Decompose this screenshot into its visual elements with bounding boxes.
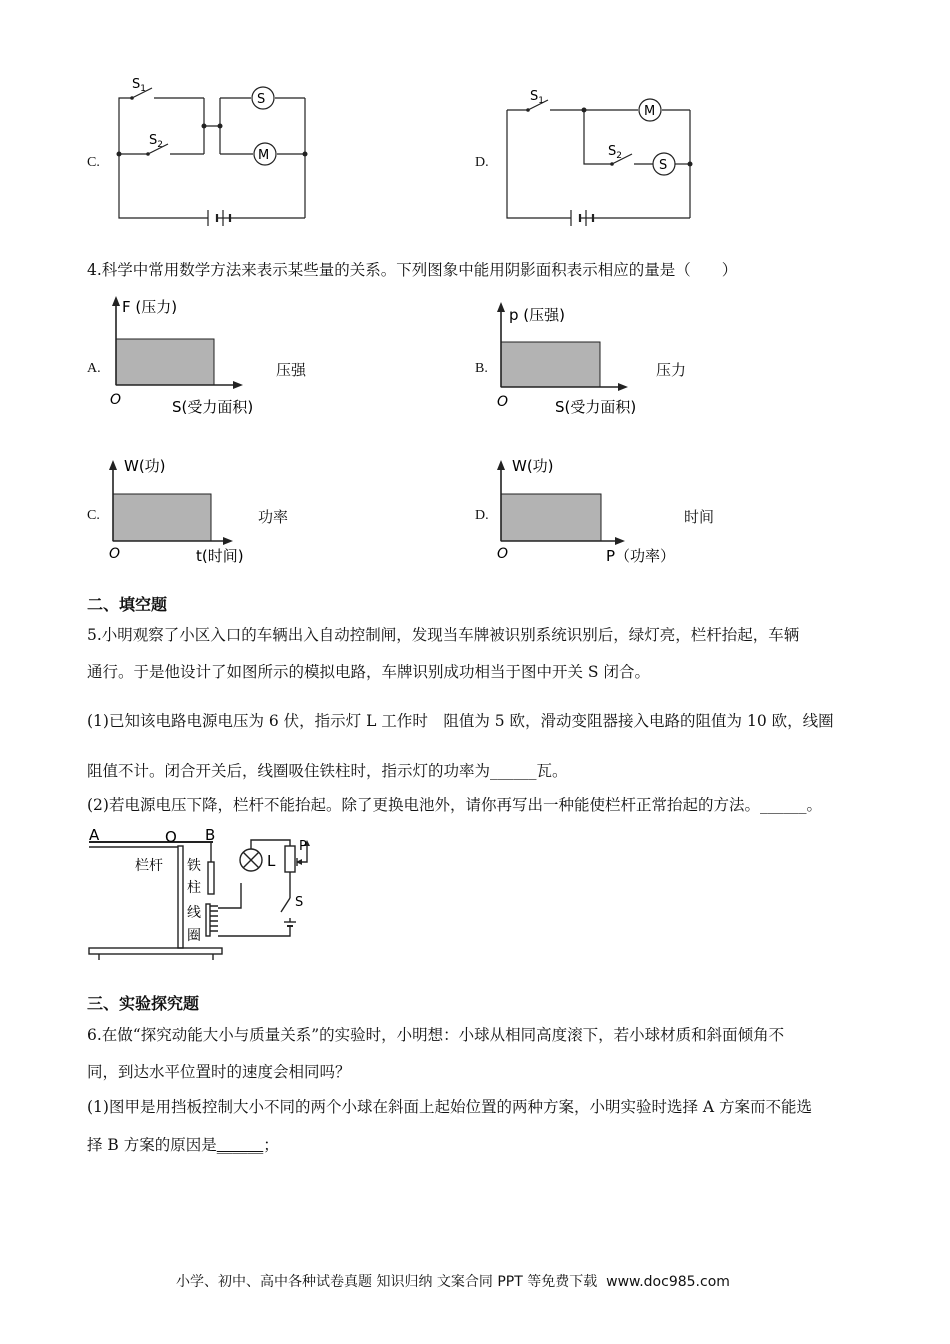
origin-label: O (109, 546, 121, 562)
y-axis-label: W(功) (512, 457, 554, 475)
switch-s1-label: $S_1$ (530, 89, 544, 106)
point-b-label: B (205, 826, 216, 844)
question-5-part-2: (2)若电源电压下降，栏杆不能抬起。除了更换电池外，请你再写出一种能使栏杆正常抬起的方法。______。 (87, 796, 822, 814)
q4-option-a-quantity: 压强 (276, 361, 307, 379)
q4-option-b-quantity: 压力 (656, 361, 687, 379)
rail-label: 栏杆 (135, 858, 163, 874)
circuit-d-diagram (498, 70, 708, 230)
point-o-label: O (165, 828, 177, 846)
point-a-label: A (89, 826, 100, 844)
x-axis-label: P（功率） (606, 547, 676, 565)
x-axis-label: S(受力面积) (172, 398, 254, 416)
motor-symbol: M (258, 148, 270, 163)
q4-option-c-label: C. (87, 508, 100, 523)
y-axis-label: p (压强) (509, 306, 565, 324)
q4-option-d-quantity: 时间 (684, 508, 715, 526)
footer-site-link[interactable]: www.doc985.com (606, 1274, 730, 1290)
q4-option-a-label: A. (87, 361, 101, 376)
origin-label: O (110, 392, 122, 408)
iron-label-1: 铁 (187, 858, 201, 874)
circuit-c-diagram (110, 70, 320, 230)
lamp-l-label: L (267, 852, 276, 870)
switch-s1-label: $S_1$ (132, 77, 146, 94)
question-5-line-2: 通行。于是他设计了如图所示的模拟电路，车牌识别成功相当于图中开关 S 闭合。 (87, 663, 650, 681)
question-6-line-2: 同，到达水平位置时的速度会相同吗？ (87, 1063, 351, 1081)
section-2-heading: 二、填空题 (87, 595, 168, 614)
q4-option-b-graph (485, 292, 685, 422)
question-5-part-1-line-2: 阻值不计。闭合开关后，线圈吸住铁柱时，指示灯的功率为______瓦。 (87, 762, 568, 780)
y-axis-label: F (压力) (122, 298, 178, 316)
question-5-line-1: 5.小明观察了小区入口的车辆出入自动控制闸，发现当车牌被识别系统识别后，绿灯亮，栏杆抬起，车辆 (87, 626, 800, 644)
switch-s-label: S (295, 895, 304, 910)
coil-label-2: 圈 (187, 928, 201, 944)
option-c-label: C. (87, 155, 100, 170)
rheostat-p-label: P (299, 839, 307, 854)
question-4-text: 4.科学中常用数学方法来表示某些量的关系。下列图象中能用阴影面积表示相应的量是（ ） (87, 261, 738, 279)
question-6-part-1-line-1: (1)图甲是用挡板控制大小不同的两个小球在斜面上起始位置的两种方案，小明实验时选择 A 方案而不能选 (87, 1098, 813, 1116)
switch-s2-label: $S_2$ (149, 133, 163, 150)
motor-symbol: M (644, 104, 656, 119)
q4-option-d-graph (488, 450, 698, 570)
q4-option-d-label: D. (475, 508, 489, 523)
iron-label-2: 柱 (187, 880, 201, 896)
origin-label: O (497, 394, 509, 410)
footer-text: 小学、初中、高中各种试卷真题 知识归纳 文案合同 PPT 等免费下载 www.doc985.com (176, 1274, 730, 1290)
answer-blank[interactable]: ______ (216, 1136, 264, 1154)
q4-option-b-label: B. (475, 361, 488, 376)
section-3-heading: 三、实验探究题 (87, 994, 200, 1013)
q4-option-a-graph (100, 292, 300, 422)
coil-label-1: 线 (187, 905, 201, 921)
x-axis-label: t(时间) (196, 547, 244, 565)
question-6-part-1-line-2: 择 B 方案的原因是______； (87, 1136, 279, 1154)
q4-option-c-quantity: 功率 (258, 508, 289, 526)
origin-label: O (497, 546, 509, 562)
question-6-line-1: 6.在做“探究动能大小与质量关系”的实验时，小明想：小球从相同高度滚下，若小球材质和斜面倾角不 (87, 1026, 785, 1044)
switch-s2-label: $S_2$ (608, 144, 622, 161)
question-5-part-1-line-1: (1)已知该电路电源电压为 6 伏，指示灯 L 工作时 阻值为 5 欧，滑动变阻器接入电路的阻值为 10 欧，线圈 (87, 712, 834, 730)
q5-barrier-circuit-figure (85, 826, 325, 964)
bell-symbol: S (257, 92, 266, 107)
option-d-label: D. (475, 155, 489, 170)
y-axis-label: W(功) (124, 457, 166, 475)
x-axis-label: S(受力面积) (555, 398, 637, 416)
bell-symbol: S (659, 158, 668, 173)
